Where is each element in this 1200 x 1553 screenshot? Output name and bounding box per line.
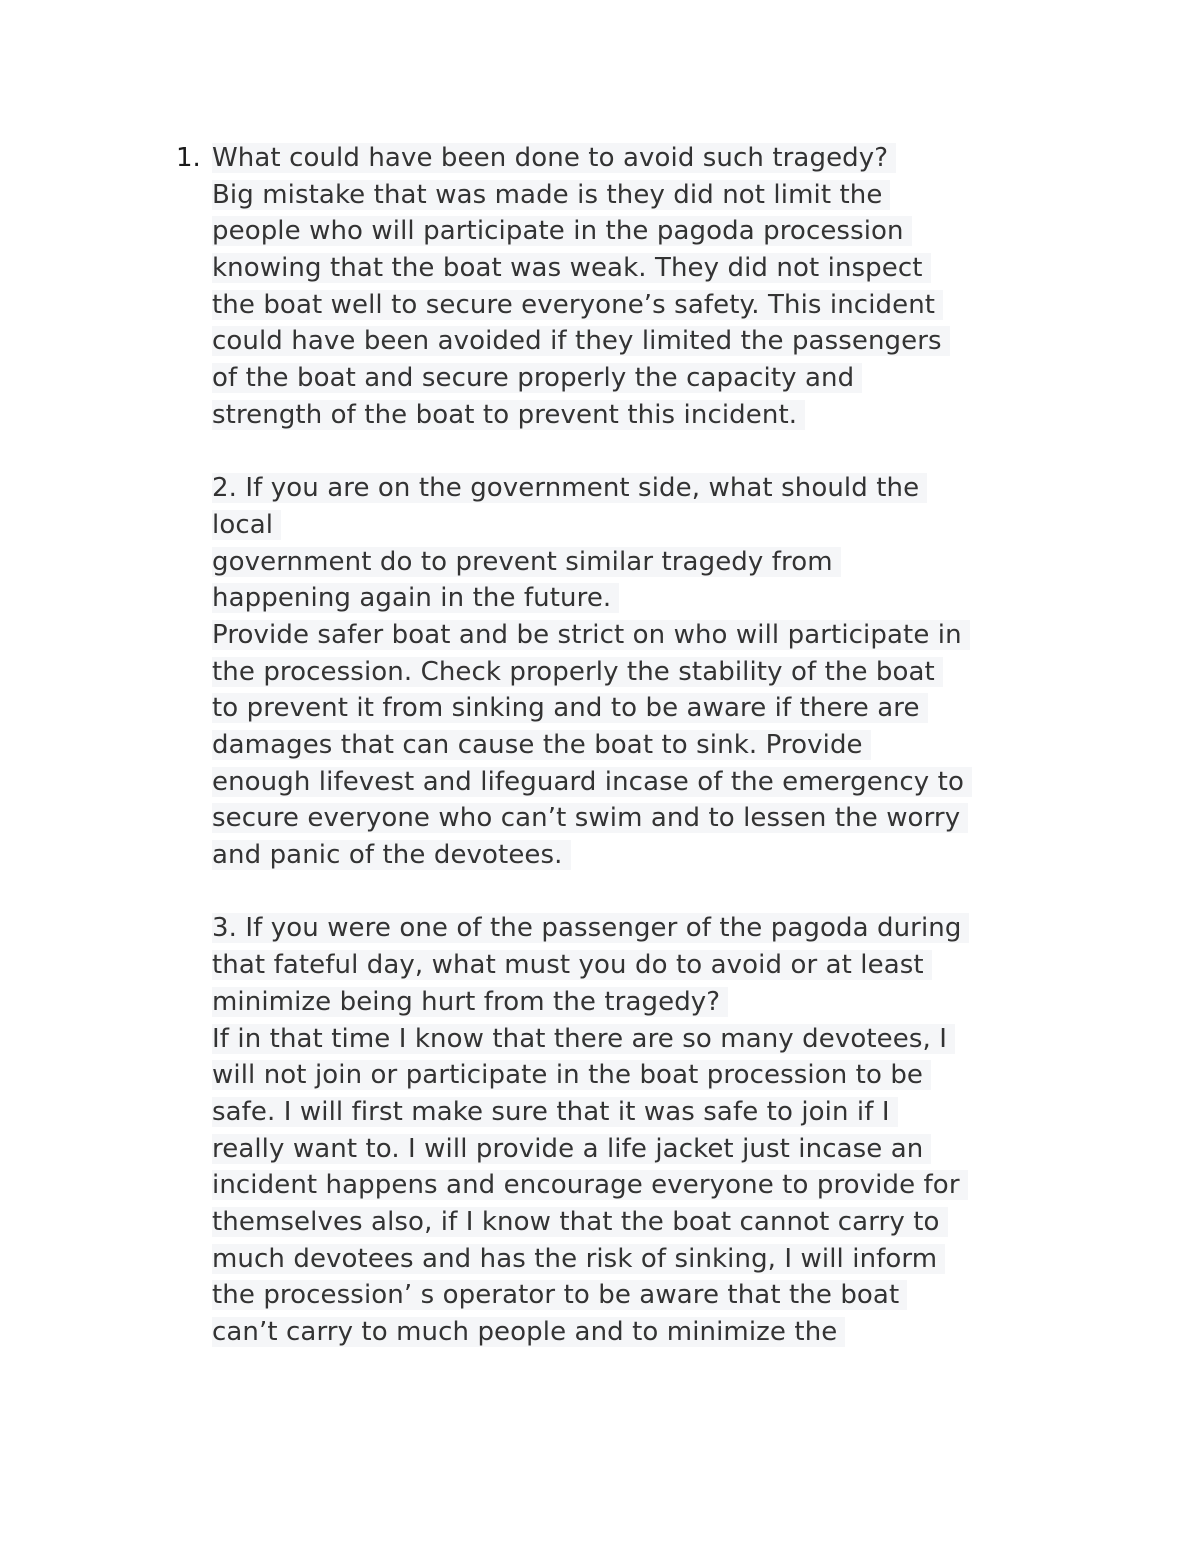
text-line bbox=[212, 323, 1112, 360]
text-line bbox=[212, 1277, 1112, 1314]
text-line bbox=[212, 177, 1112, 214]
line-text: safe. I will first make sure that it was safe to join if I bbox=[212, 1097, 898, 1127]
text-line bbox=[212, 544, 1112, 581]
line-text: government do to prevent similar tragedy from bbox=[212, 547, 841, 577]
text-line bbox=[212, 910, 1112, 947]
text-line bbox=[212, 1241, 1112, 1278]
text-line bbox=[212, 1314, 1112, 1351]
line-text: can’t carry to much people and to minimize the bbox=[212, 1317, 845, 1347]
line-text: of the boat and secure properly the capacity and bbox=[212, 363, 862, 393]
line-text: Big mistake that was made is they did not limit the bbox=[212, 180, 890, 210]
text-line bbox=[212, 360, 1112, 397]
text-line bbox=[212, 1204, 1112, 1241]
line-text: people who will participate in the pagoda procession bbox=[212, 216, 912, 246]
line-text: really want to. I will provide a life jacket just incase an bbox=[212, 1134, 931, 1164]
line-text: damages that can cause the boat to sink. Provide bbox=[212, 730, 871, 760]
text-line bbox=[212, 984, 1112, 1021]
line-text: secure everyone who can’t swim and to lessen the worry bbox=[212, 803, 968, 833]
line-text: themselves also, if I know that the boat cannot carry to bbox=[212, 1207, 948, 1237]
text-line bbox=[212, 140, 1112, 177]
text-line bbox=[212, 250, 1112, 287]
line-text: to prevent it from sinking and to be aware if there are bbox=[212, 693, 928, 723]
text-line bbox=[212, 727, 1112, 764]
line-text: strength of the boat to prevent this incident. bbox=[212, 400, 805, 430]
line-text: knowing that the boat was weak. They did not inspect bbox=[212, 253, 931, 283]
line-text: minimize being hurt from the tragedy? bbox=[212, 987, 728, 1017]
line-text: incident happens and encourage everyone to provide for bbox=[212, 1170, 968, 1200]
document-body bbox=[212, 140, 1112, 1351]
blank-line bbox=[212, 434, 1112, 471]
text-line bbox=[212, 213, 1112, 250]
line-text: local bbox=[212, 510, 281, 540]
line-text: happening again in the future. bbox=[212, 583, 619, 613]
line-text: 3. If you were one of the passenger of the pagoda during bbox=[212, 913, 969, 943]
text-line bbox=[212, 580, 1112, 617]
text-line bbox=[212, 1094, 1112, 1131]
line-text: the procession’ s operator to be aware that the boat bbox=[212, 1280, 907, 1310]
line-text: the procession. Check properly the stability of the boat bbox=[212, 657, 943, 687]
text-line bbox=[212, 800, 1112, 837]
text-line bbox=[212, 764, 1112, 801]
text-line bbox=[212, 1167, 1112, 1204]
text-line bbox=[212, 654, 1112, 691]
line-text: that fateful day, what must you do to avoid or at least bbox=[212, 950, 932, 980]
text-line bbox=[212, 690, 1112, 727]
text-line bbox=[212, 1057, 1112, 1094]
line-text: much devotees and has the risk of sinking, I will inform bbox=[212, 1244, 945, 1274]
text-line bbox=[212, 287, 1112, 324]
text-line bbox=[212, 617, 1112, 654]
line-text: 2. If you are on the government side, what should the bbox=[212, 473, 927, 503]
text-line bbox=[212, 947, 1112, 984]
line-text: enough lifevest and lifeguard incase of the emergency to bbox=[212, 767, 972, 797]
line-text: What could have been done to avoid such tragedy? bbox=[212, 143, 896, 173]
text-line bbox=[212, 1131, 1112, 1168]
text-line bbox=[212, 507, 1112, 544]
text-line bbox=[212, 397, 1112, 434]
blank-line bbox=[212, 874, 1112, 911]
line-text: could have been avoided if they limited the passengers bbox=[212, 326, 950, 356]
line-text: Provide safer boat and be strict on who will participate in bbox=[212, 620, 970, 650]
text-line bbox=[212, 837, 1112, 874]
text-line bbox=[212, 470, 1112, 507]
line-text: If in that time I know that there are so many devotees, I bbox=[212, 1024, 955, 1054]
line-text: and panic of the devotees. bbox=[212, 840, 571, 870]
list-number: 1. bbox=[176, 143, 201, 173]
line-text: will not join or participate in the boat procession to be bbox=[212, 1060, 931, 1090]
text-line bbox=[212, 1021, 1112, 1058]
line-text: the boat well to secure everyone’s safety. This incident bbox=[212, 290, 943, 320]
